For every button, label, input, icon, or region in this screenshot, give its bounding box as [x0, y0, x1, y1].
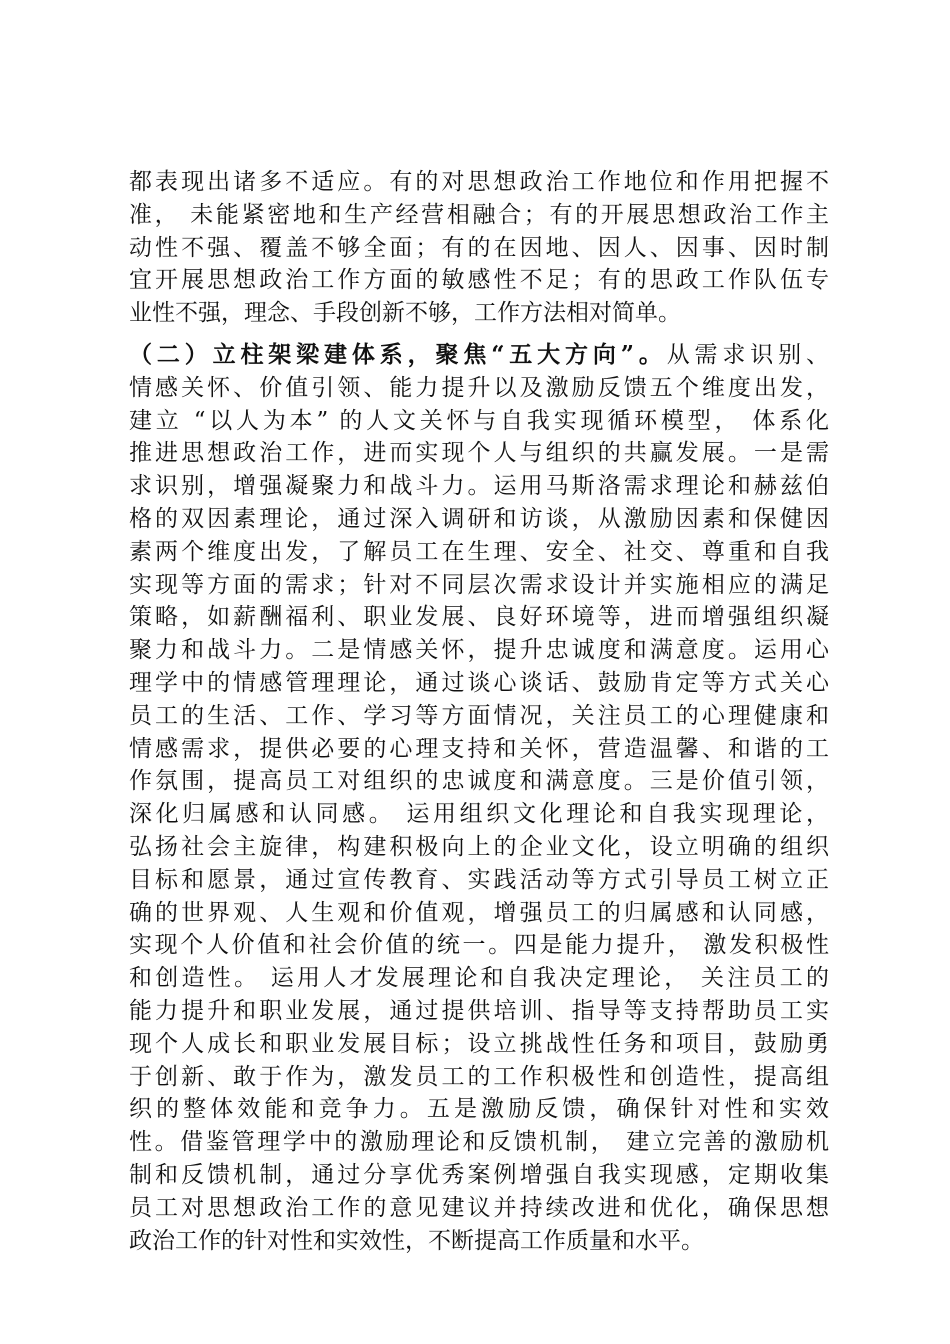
text-line: 求识别，增强凝聚力和战斗力。运用马斯洛需求理论和赫兹伯 [129, 473, 829, 500]
paragraph-five-directions [129, 339, 829, 1257]
text-line: 建立 “以人为本” 的人文关怀与自我实现循环模型， 体系化 [129, 407, 829, 434]
text-line: 格的双因素理论，通过深入调研和访谈，从激励因素和保健因 [129, 505, 829, 532]
text-line: 聚力和战斗力。二是情感关怀，提升忠诚度和满意度。运用心 [129, 637, 829, 664]
heading-line [129, 339, 829, 372]
text-line: 弘扬社会主旋律，构建积极向上的企业文化，设立明确的组织 [129, 833, 829, 860]
text-line: 素两个维度出发，了解员工在生理、安全、社交、尊重和自我 [129, 538, 829, 565]
text-line: 性。借鉴管理学中的激励理论和反馈机制， 建立完善的激励机 [129, 1129, 829, 1156]
text-line: 和创造性。 运用人才发展理论和自我决定理论， 关注员工的 [129, 965, 829, 992]
text-line: 制和反馈机制，通过分享优秀案例增强自我实现感，定期收集 [129, 1161, 829, 1188]
text-line: 员工的生活、工作、学习等方面情况，关注员工的心理健康和 [129, 702, 829, 729]
text-line: 动性不强、覆盖不够全面；有的在因地、因人、因事、因时制 [129, 234, 829, 261]
text-line: 实现等方面的需求；针对不同层次需求设计并实施相应的满足 [129, 571, 829, 598]
text-line: 准， 未能紧密地和生产经营相融合；有的开展思想政治工作主 [129, 201, 829, 228]
text-line: 业性不强，理念、手段创新不够，工作方法相对简单。 [129, 300, 681, 327]
text-line: 于创新、敢于作为，激发员工的工作积极性和创造性，提高组 [129, 1063, 829, 1090]
text-line: 目标和愿景，通过宣传教育、实践活动等方式引导员工树立正 [129, 866, 829, 893]
text-line: 策略，如薪酬福利、职业发展、良好环境等，进而增强组织凝 [129, 604, 829, 631]
text-line: 都表现出诸多不适应。有的对思想政治工作地位和作用把握不 [129, 169, 829, 195]
text-line: 宜开展思想政治工作方面的敏感性不足；有的思政工作队伍专 [129, 267, 829, 294]
text-line: 理学中的情感管理理论，通过谈心谈话、鼓励肯定等方式关心 [129, 669, 829, 696]
text-line: 政治工作的针对性和实效性，不断提高工作质量和水平。 [129, 1227, 704, 1254]
paragraph-continued [129, 166, 829, 330]
section-heading: （二）立柱架梁建体系，聚焦“五大方向”。 [129, 341, 667, 368]
text-line: 能力提升和职业发展，通过提供培训、指导等支持帮助员工实 [129, 997, 829, 1024]
text-line: 情感关怀、价值引领、能力提升以及激励反馈五个维度出发， [129, 374, 829, 401]
text-line: 织的整体效能和竞争力。五是激励反馈，确保针对性和实效 [129, 1096, 829, 1123]
text-line: 推进思想政治工作，进而实现个人与组织的共赢发展。一是需 [129, 440, 829, 467]
heading-line-rest: 从需求识别、 [666, 342, 829, 368]
text-line: 确的世界观、人生观和价值观，增强员工的归属感和认同感， [129, 899, 829, 926]
text-line: 实现个人价值和社会价值的统一。四是能力提升， 激发积极性 [129, 932, 829, 959]
text-line: 员工对思想政治工作的意见建议并持续改进和优化，确保思想 [129, 1194, 829, 1221]
text-line: 深化归属感和认同感。 运用组织文化理论和自我实现理论， [129, 801, 829, 828]
text-line: 作氛围，提高员工对组织的忠诚度和满意度。三是价值引领， [129, 768, 829, 795]
text-line: 现个人成长和职业发展目标；设立挑战性任务和项目，鼓励勇 [129, 1030, 829, 1057]
text-line: 情感需求，提供必要的心理支持和关怀，营造温馨、和谐的工 [129, 735, 829, 762]
